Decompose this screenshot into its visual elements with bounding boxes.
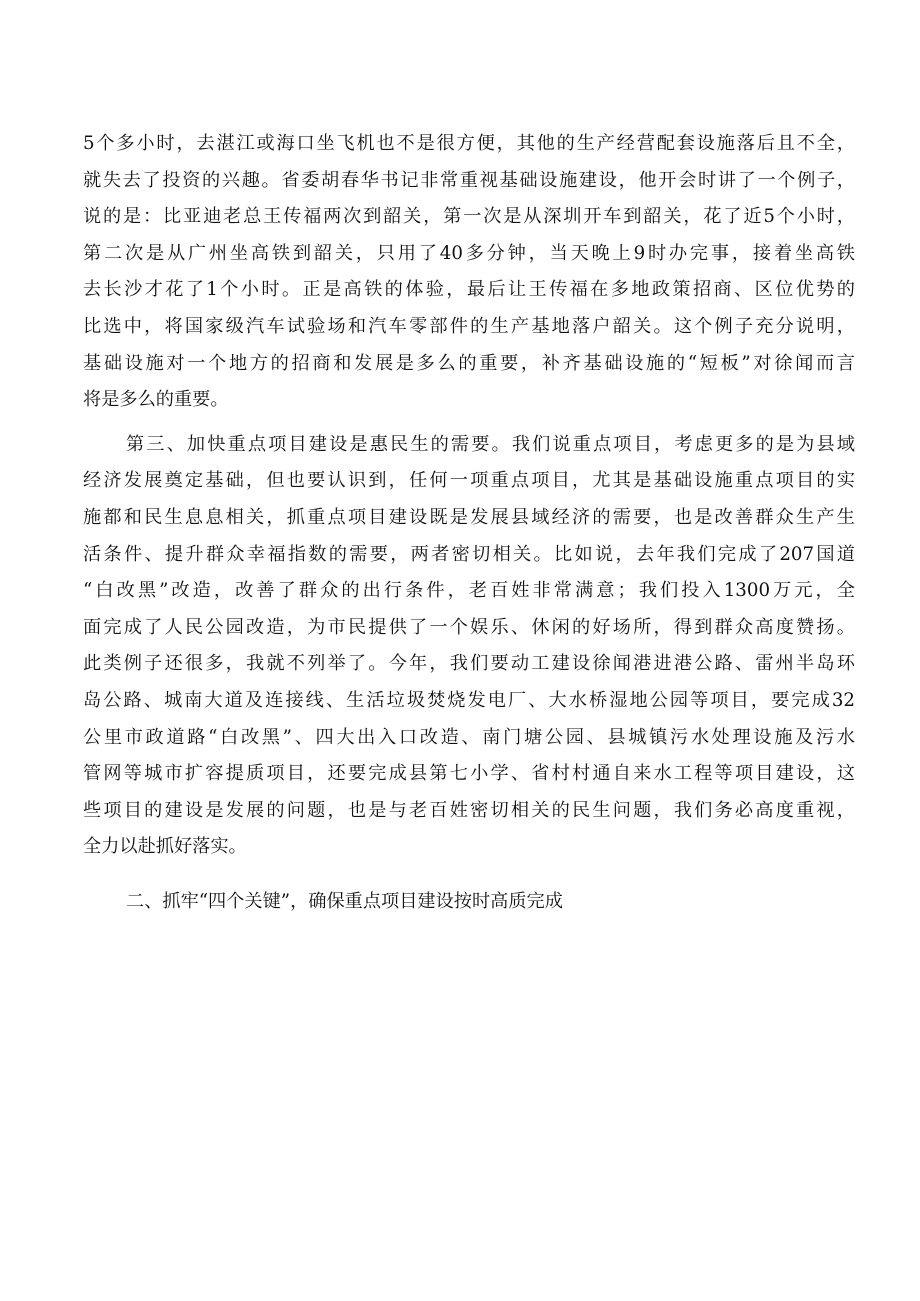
paragraph-line: “白改黑”改造，改善了群众的出行条件，老百姓非常满意；我们投入1300万元，全 [83,580,855,602]
paragraph-livelihood [83,427,855,866]
document-body [83,126,855,920]
paragraph-spacer [83,419,855,427]
section-heading: 二、抓牢“四个关键”，确保重点项目建设按时高质完成 [126,890,563,912]
paragraph-line: 就失去了投资的兴趣。省委胡春华书记非常重视基础设施建设，他开会时讲了一个例子， [83,169,855,191]
paragraph-line: 说的是：比亚迪老总王传福两次到韶关，第一次是从深圳开车到韶关，花了近5个小时， [83,206,855,228]
paragraph-line: 比选中，将国家级汽车试验场和汽车零部件的生产基地落户韶关。这个例子充分说明， [83,315,855,337]
paragraph-line: 全力以赴抓好落实。 [83,836,247,858]
paragraph-line: 活条件、提升群众幸福指数的需要，两者密切相关。比如说，去年我们完成了207国道 [83,543,855,565]
paragraph-line: 此类例子还很多，我就不列举了。今年，我们要动工建设徐闻港进港公路、雷州半岛环 [83,653,855,675]
paragraph-line: 第二次是从广州坐高铁到韶关，只用了40多分钟，当天晚上9时办完事，接着坐高铁 [83,242,855,264]
paragraph-line: 些项目的建设是发展的问题，也是与老百姓密切相关的民生问题，我们务必高度重视， [83,799,855,821]
paragraph-line: 施都和民生息息相关，抓重点项目建设既是发展县域经济的需要，也是改善群众生产生 [83,506,855,528]
paragraph-spacer [83,866,855,874]
paragraph-line: 岛公路、城南大道及连接线、生活垃圾焚烧发电厂、大水桥湿地公园等项目，要完成32 [83,689,855,711]
paragraph-line: 管网等城市扩容提质项目，还要完成县第七小学、省村村通自来水工程等项目建设，这 [83,763,855,785]
paragraph-line: 去长沙才花了1个小时。正是高铁的体验，最后让王传福在多地政策招商、区位优势的 [83,279,855,301]
paragraph-line: 公里市政道路“白改黑”、四大出入口改造、南门塘公园、县城镇污水处理设施及污水 [83,726,855,748]
paragraph-line: 基础设施对一个地方的招商和发展是多么的重要，补齐基础设施的“短板”对徐闻而言 [83,352,855,374]
paragraph-first-line: 第三、加快重点项目建设是惠民生的需要。我们说重点项目，考虑更多的是为县域 [126,433,855,455]
paragraph-transport [83,126,855,419]
paragraph-line: 5个多小时，去湛江或海口坐飞机也不是很方便，其他的生产经营配套设施落后且不全， [83,133,855,154]
paragraph-line: 面完成了人民公园改造，为市民提供了一个娱乐、休闲的好场所，得到群众高度赞扬。 [83,616,855,638]
paragraph-line: 经济发展奠定基础，但也要认识到，任何一项重点项目，尤其是基础设施重点项目的实 [83,470,855,492]
paragraph-line: 将是多么的重要。 [83,389,229,411]
